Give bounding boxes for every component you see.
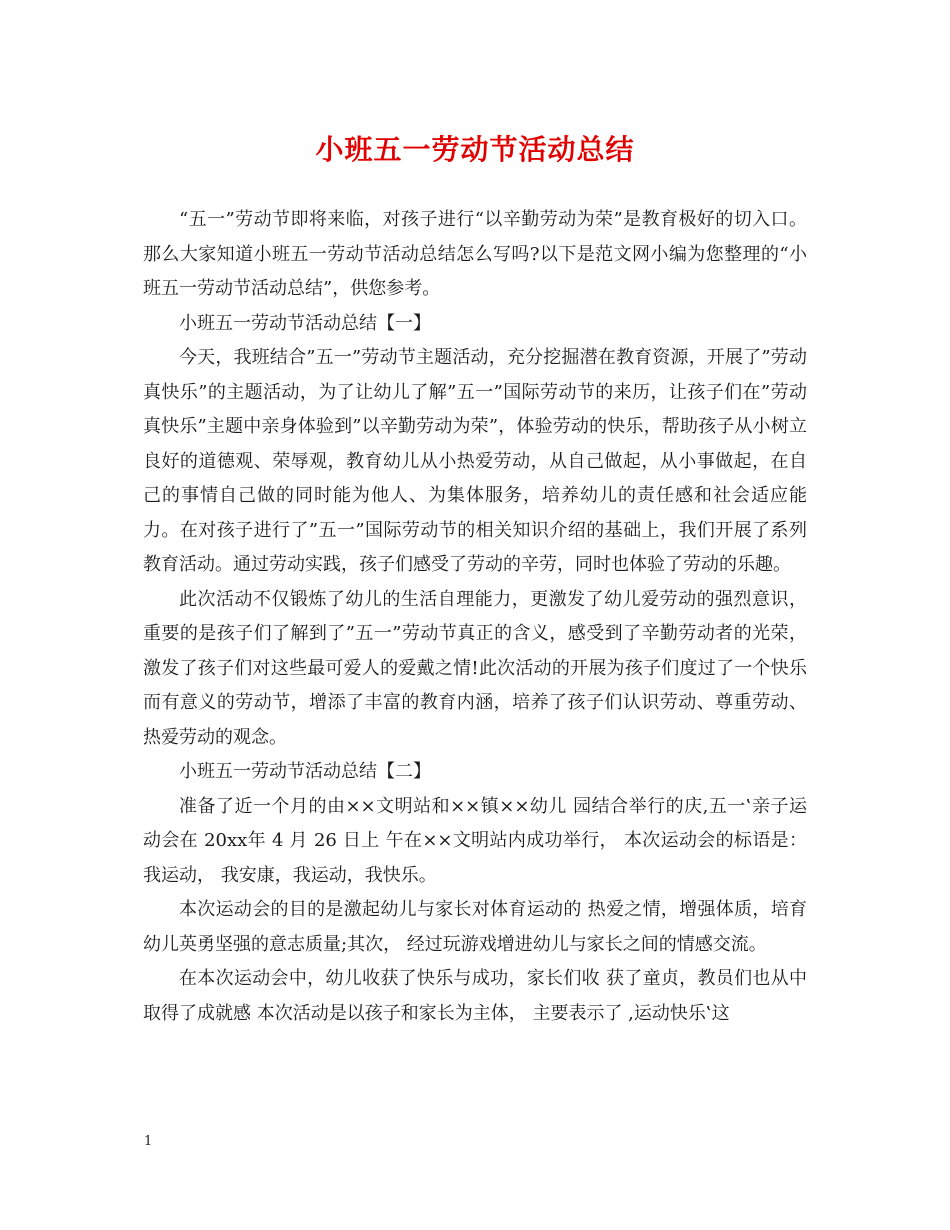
paragraph-intro: “五一”劳动节即将来临，对孩子进行“以辛勤劳动为荣”是教育极好的切入口。那么大家知道小班五一劳动节活动总结怎么写吗?以下是范文网小编为您整理的“小班五一劳动节活动总结”，供您参考。 bbox=[143, 209, 807, 299]
paragraph-section1-b: 此次活动不仅锻炼了幼儿的生活自理能力，更激发了幼儿爱劳动的强烈意识，重要的是孩子们了解到了”五一”劳动节真正的含义，感受到了辛勤劳动者的光荣，激发了孩子们对这些最可爱人的爱戴之情!此次活动的开展为孩子们度过了一个快乐而有意义的劳动节，增添了丰富的教育内涵，培养了孩子们认识劳动、尊重劳动、热爱劳动的观念。 bbox=[143, 588, 807, 748]
document-body bbox=[143, 203, 807, 1031]
section-heading-1: 小班五一劳动节活动总结【一】 bbox=[179, 312, 431, 334]
paragraph-section1-a: 今天，我班结合”五一”劳动节主题活动，充分挖掘潜在教育资源，开展了”劳动真快乐”的主题活动，为了让幼儿了解”五一”国际劳动节的来历，让孩子们在”劳动真快乐”主题中亲身体验到”以辛勤劳动为荣”，体验劳动的快乐，帮助孩子从小树立良好的道德观、荣辱观，教育幼儿从小热爱劳动，从自己做起，从小事做起，在自己的事情自己做的同时能为他人、为集体服务，培养幼儿的责任感和社会适应能力。在对孩子进行了”五一”国际劳动节的相关知识介绍的基础上，我们开展了系列教育活动。通过劳动实践，孩子们感受了劳动的辛劳，同时也体验了劳动的乐趣。 bbox=[143, 347, 807, 575]
paragraph-section2-a: 准备了近一个月的由××文明站和××镇××幼儿 园结合举行的庆,五一‛亲子运动会在 20xx年 4 月 26 日上 午在××文明站内成功举行， 本次运动会的标语是： 我运动， 我安康，我运动，我快乐。 bbox=[143, 795, 807, 886]
paragraph-section2-b: 本次运动会的目的是激起幼儿与家长对体育运动的 热爱之情，增强体质，培育幼儿英勇坚强的意志质量;其次， 经过玩游戏增进幼儿与家长之间的情感交流。 bbox=[143, 899, 807, 955]
document-title: 小班五一劳动节活动总结 bbox=[315, 133, 635, 166]
page-number: 1 bbox=[144, 1134, 153, 1149]
section-heading-2: 小班五一劳动节活动总结【二】 bbox=[179, 761, 431, 782]
paragraph-section2-c: 在本次运动会中，幼儿收获了快乐与成功，家长们收 获了童贞，教员们也从中取得了成就感 本次活动是以孩子和家长为主体， 主要表示了 ,运动快乐‛这 bbox=[143, 968, 807, 1024]
